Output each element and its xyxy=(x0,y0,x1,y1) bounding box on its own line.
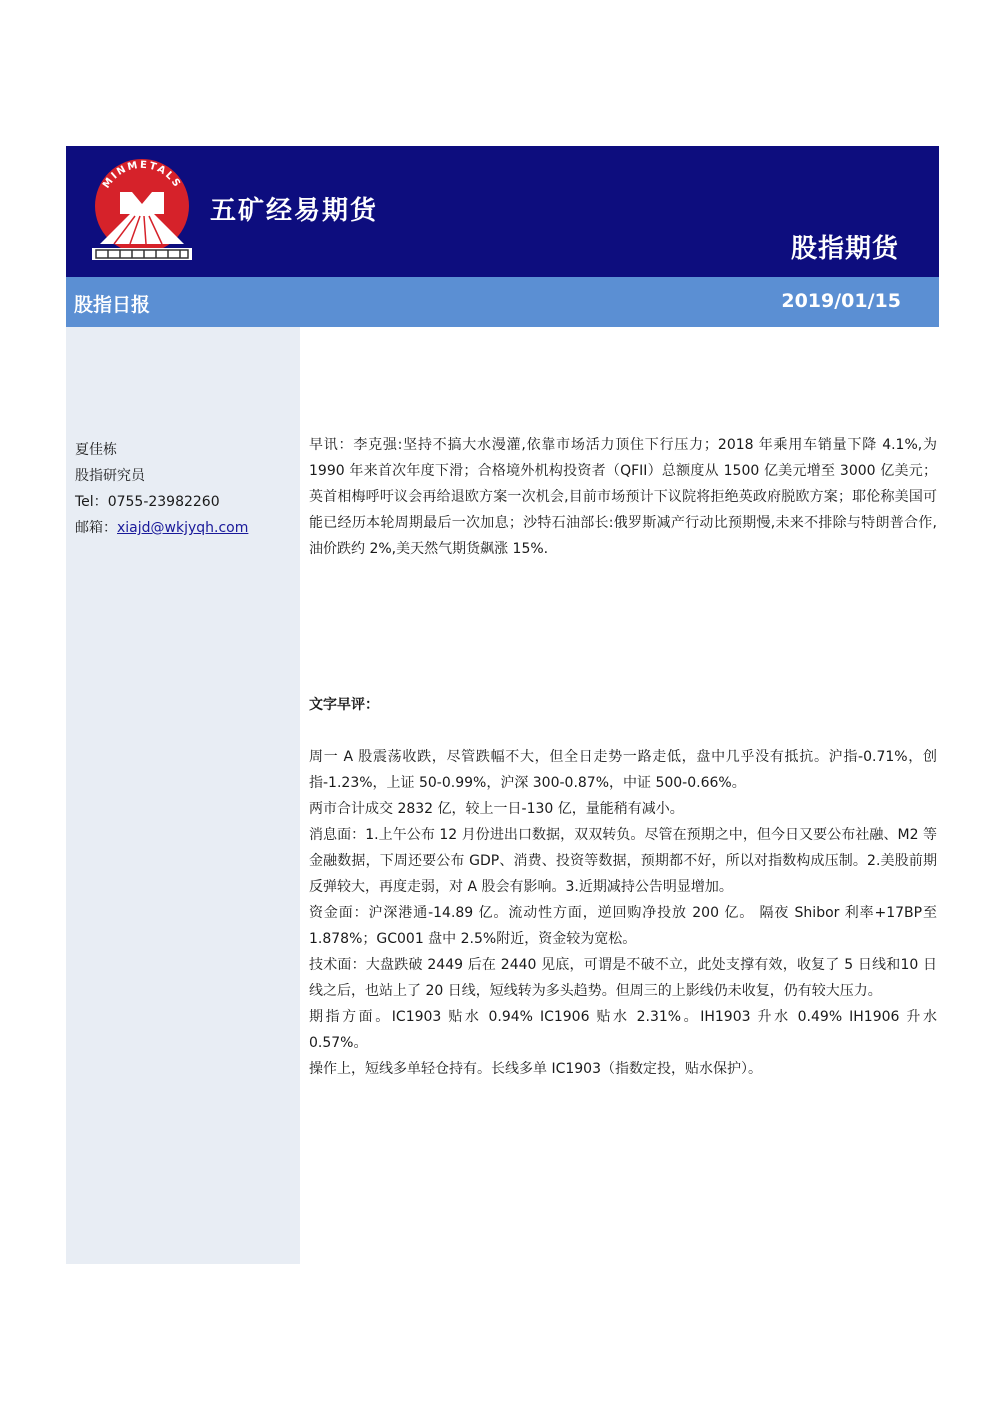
report-date: 2019/01/15 xyxy=(781,290,901,312)
review-section xyxy=(309,744,937,1082)
svg-text:MINMETALS: MINMETALS xyxy=(101,159,183,191)
report-header xyxy=(66,146,939,277)
email-link[interactable]: xiajd@wkjyqh.com xyxy=(117,520,249,536)
report-category: 股指期货 xyxy=(790,234,899,264)
report-type: 股指日报 xyxy=(74,294,151,316)
review-paragraph: 资金面：沪深港通-14.89 亿。流动性方面，逆回购净投放 200 亿。 隔夜 Shibor 利率+17BP至 1.878%；GC001 盘中 2.5%附近，资金较为宽松。 xyxy=(309,905,937,947)
analyst-name: 夏佳栋 xyxy=(75,442,117,458)
analyst-sidebar xyxy=(66,327,300,1264)
minmetals-logo-icon xyxy=(90,156,194,264)
analyst-email: 邮箱：xiajd@wkjyqh.com xyxy=(75,520,249,536)
company-name: 五矿经易期货 xyxy=(210,196,379,226)
review-paragraph: 周一 A 股震荡收跌，尽管跌幅不大，但全日走势一路走低，盘中几乎没有抵抗。沪指-0.71%，创指-1.23%，上证 50-0.99%，沪深 300-0.87%，中证 500-0.66%。 xyxy=(309,749,937,791)
review-paragraph: 期指方面。IC1903 贴水 0.94% IC1906 贴水 2.31%。IH1903 升水 0.49% IH1906 升水 0.57%。 xyxy=(309,1009,937,1051)
analyst-tel: Tel：0755-23982260 xyxy=(75,494,220,510)
report-subheader xyxy=(66,277,939,327)
review-paragraph: 操作上，短线多单轻仓持有。长线多单 IC1903（指数定投，贴水保护）。 xyxy=(309,1061,762,1077)
analyst-info xyxy=(75,437,248,541)
analyst-title: 股指研究员 xyxy=(75,468,145,484)
review-paragraph: 消息面：1.上午公布 12 月份进出口数据，双双转负。尽管在预期之中，但今日又要公布社融、M2 等金融数据，下周还要公布 GDP、消费、投资等数据，预期都不好，所以对指数构成压制。2.美股前期反弹较大，再度走弱，对 A 股会有影响。3.近期减持公告明显增加。 xyxy=(309,827,937,895)
morning-news: 早讯：李克强:坚持不搞大水漫灌,依靠市场活力顶住下行压力；2018 年乘用车销量下降 4.1%,为 1990 年来首次年度下滑；合格境外机构投资者（QFII）总额度从 1500 亿美元增至 3000 亿美元；英首相梅呼吁议会再给退欧方案一次机会,目前市场预计下议院将拒绝英政府脱欧方案；耶伦称美国可能已经历本轮周期最后一次加息；沙特石油部长:俄罗斯减产行动比预期慢,未来不排除与特朗普合作,油价跌约 2%,美天然气期货飙涨 15%. xyxy=(309,437,937,557)
review-paragraph: 两市合计成交 2832 亿，较上一日-130 亿，量能稍有减小。 xyxy=(309,801,684,817)
review-paragraph: 技术面：大盘跌破 2449 后在 2440 见底，可谓是不破不立，此处支撑有效，收复了 5 日线和10 日线之后，也站上了 20 日线，短线转为多头趋势。但周三的上影线仍未收复，仍有较大压力。 xyxy=(309,957,937,999)
review-title: 文字早评： xyxy=(309,697,379,713)
